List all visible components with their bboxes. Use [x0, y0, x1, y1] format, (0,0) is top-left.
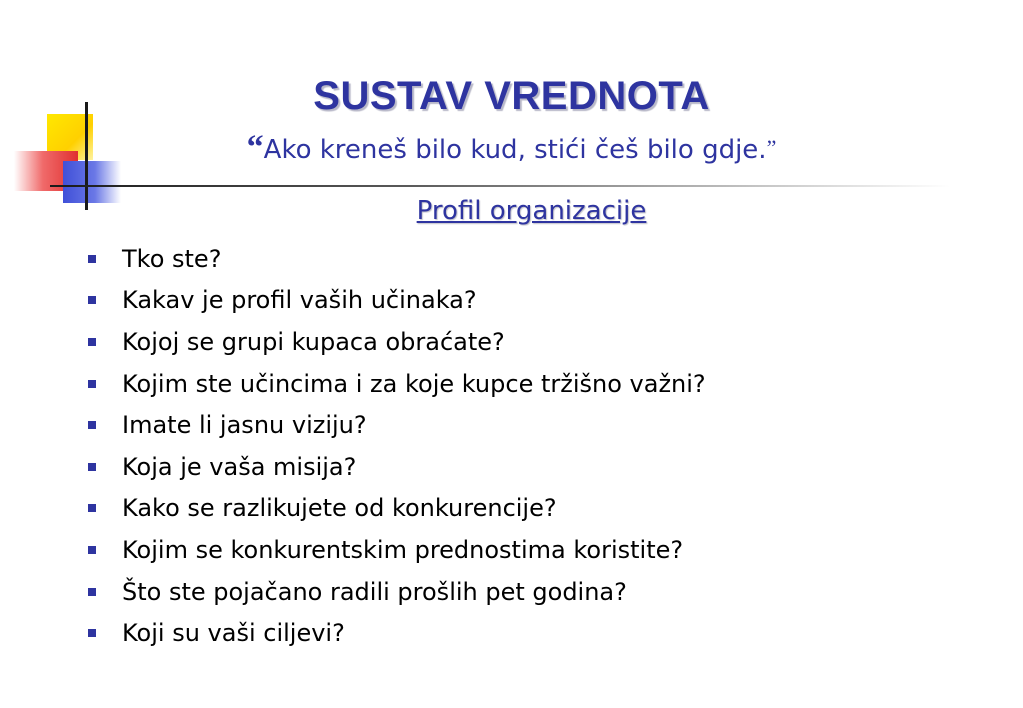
open-quote-mark: “: [246, 129, 264, 166]
bullet-item: [88, 280, 706, 322]
square-bullet-icon: [88, 255, 96, 263]
square-bullet-icon: [88, 504, 96, 512]
slide-title: SUSTAV VREDNOTA: [313, 74, 710, 118]
bullet-item: [88, 238, 706, 280]
bullet-text: Imate li jasnu viziju?: [122, 411, 367, 440]
bullet-item: [88, 488, 706, 530]
bullet-text: Tko ste?: [122, 244, 222, 273]
square-bullet-icon: [88, 421, 96, 429]
bullet-item: [88, 321, 706, 363]
square-bullet-icon: [88, 588, 96, 596]
bullet-text: Koja je vaša misija?: [122, 452, 357, 481]
bullet-text: Kojim ste učincima i za koje kupce tržišno važni?: [122, 369, 706, 398]
bullet-item: [88, 571, 706, 613]
square-bullet-icon: [88, 338, 96, 346]
section-heading: Profil organizacije: [416, 196, 647, 226]
subtitle-quote-text: Ako kreneš bilo kud, stići češ bilo gdje.: [263, 135, 767, 165]
bullet-item: [88, 404, 706, 446]
square-bullet-icon: [88, 629, 96, 637]
bullet-text: Koji su vaši ciljevi?: [122, 619, 345, 648]
bullet-item: [88, 529, 706, 571]
square-bullet-icon: [88, 546, 96, 554]
square-bullet-icon: [88, 296, 96, 304]
bullet-list: [88, 238, 706, 654]
bullet-text: Što ste pojačano radili prošlih pet godina?: [122, 577, 627, 606]
square-bullet-icon: [88, 380, 96, 388]
bullet-text: Kojim se konkurentskim prednostima koristite?: [122, 535, 684, 564]
slide-subtitle: [0, 129, 1023, 173]
close-quote-mark: ”: [766, 135, 777, 160]
bullet-text: Kako se razlikujete od konkurencije?: [122, 494, 557, 523]
bullet-item: [88, 446, 706, 488]
bullet-text: Kojoj se grupi kupaca obraćate?: [122, 327, 505, 356]
square-bullet-icon: [88, 463, 96, 471]
bullet-item: [88, 612, 706, 654]
bullet-text: Kakav je profil vaših učinaka?: [122, 286, 477, 315]
bullet-item: [88, 363, 706, 405]
title-divider-line: [50, 185, 950, 187]
